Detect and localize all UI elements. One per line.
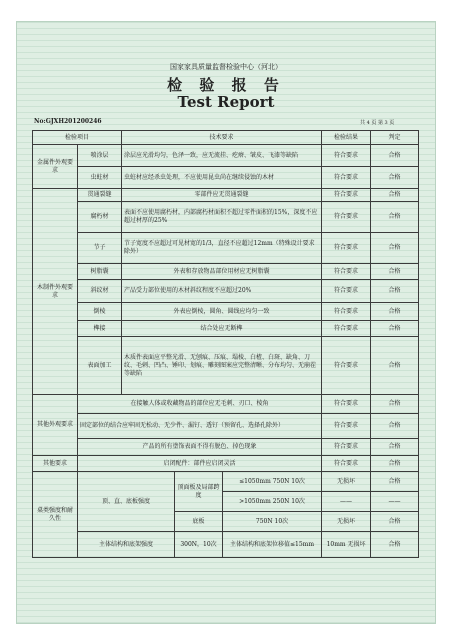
- sub-item: 斜纹材: [78, 280, 122, 303]
- requirement: 零部件应无贯通裂缝: [122, 189, 322, 202]
- verdict: 合格: [371, 264, 419, 280]
- sub-item: 顶、直、底板强度: [78, 472, 175, 532]
- result: ——: [322, 492, 371, 512]
- result: 无损坏: [322, 512, 371, 532]
- verdict: 合格: [371, 145, 419, 167]
- load-spec: 750N 10次: [223, 512, 322, 532]
- verdict: 合格: [371, 439, 419, 456]
- report-title-en: Test Report: [177, 93, 275, 111]
- header-verdict: 判定: [371, 131, 419, 145]
- table-row: [33, 202, 419, 233]
- verdict: 合格: [371, 532, 419, 558]
- requirement: 产品受力部位使用的木材斜纹程度不应超过20%: [122, 280, 322, 303]
- result: 符合要求: [322, 439, 371, 456]
- result: 符合要求: [322, 145, 371, 167]
- sub-item: 倒棱: [78, 303, 122, 321]
- requirement: 木质件表面应平整光滑、无刨痕、压痕、塌棱、白楂、白斑、缺角、刀纹、毛刺、凹凸、锤印、划痕、雕刻图案应完整清晰、分布均匀、无崩茬等缺陷: [122, 337, 322, 395]
- requirement: 涂层应光滑均匀，色泽一致，应无流挂、疙瘩、皱皮、飞漆等缺陷: [122, 145, 322, 167]
- table-header-row: [33, 131, 419, 145]
- test-item: 顶面板及局部跨度: [175, 472, 223, 512]
- requirement: 外表应倒棱，圆角、圆线应均匀一致: [122, 303, 322, 321]
- verdict: 合格: [371, 512, 419, 532]
- verdict: ——: [371, 492, 419, 512]
- load-spec: ≤1050mm 750N 10次: [223, 472, 322, 492]
- group-label: 木制件外观要求: [33, 189, 78, 395]
- result: 符合要求: [322, 395, 371, 414]
- verdict: 合格: [371, 321, 419, 337]
- table-row: [33, 472, 419, 492]
- requirement: 在接触人体或收藏物品的部位应无毛刺、刃口、棱角: [78, 395, 322, 414]
- verdict: 合格: [371, 189, 419, 202]
- inspection-table: [32, 130, 419, 558]
- requirement: 虫蛀材应经杀虫处理，不应使用昆虫尚在继续侵蚀的木材: [122, 167, 322, 189]
- sub-item: 榫接: [78, 321, 122, 337]
- table-row: [33, 395, 419, 414]
- report-number: No:GJXH201200246: [34, 118, 102, 125]
- table-row: [33, 167, 419, 189]
- table-row: [33, 233, 419, 264]
- table-row: [33, 414, 419, 439]
- verdict: 合格: [371, 233, 419, 264]
- group-label: 其他外观要求: [33, 395, 78, 456]
- verdict: 合格: [371, 456, 419, 472]
- verdict: 合格: [371, 337, 419, 395]
- result: 符合要求: [322, 167, 371, 189]
- sub-item: 树脂囊: [78, 264, 122, 280]
- header-result: 检验结果: [322, 131, 371, 145]
- table-row: [33, 280, 419, 303]
- sub-item: 贯通裂缝: [78, 189, 122, 202]
- sub-item: 腐朽材: [78, 202, 122, 233]
- requirement: 固定部位的结合应牢固无松动、无少件、漏钉、透钉（预留孔、选择孔除外）: [78, 414, 322, 439]
- result: 符合要求: [322, 189, 371, 202]
- test-item: 300N，10次: [175, 532, 223, 558]
- verdict: 合格: [371, 472, 419, 492]
- table-row: [33, 145, 419, 167]
- sub-item: 虫蛀材: [78, 167, 122, 189]
- requirement: 结合处应无断榫: [122, 321, 322, 337]
- group-label: 桌类强度和耐久性: [33, 472, 78, 558]
- requirement: 启闭配件：部件应启闭灵活: [78, 456, 322, 472]
- test-item: 底板: [175, 512, 223, 532]
- table-row: [33, 189, 419, 202]
- sub-item: 节子: [78, 233, 122, 264]
- verdict: 合格: [371, 280, 419, 303]
- result: 符合要求: [322, 280, 371, 303]
- verdict: 合格: [371, 303, 419, 321]
- sub-item: 主体结构和底架强度: [78, 532, 175, 558]
- group-label: 其他要求: [33, 456, 78, 472]
- verdict: 合格: [371, 395, 419, 414]
- requirement: 外表和存放物品部位用材应无树脂囊: [122, 264, 322, 280]
- table-row: [33, 439, 419, 456]
- group-label: 金属件外观要求: [33, 145, 78, 189]
- sub-item: 喷涂层: [78, 145, 122, 167]
- result: 无损坏: [322, 472, 371, 492]
- requirement: 产品的所有塗饰表面不得有脱色、掉色现象: [78, 439, 322, 456]
- load-spec: >1050mm 250N 10次: [223, 492, 322, 512]
- verdict: 合格: [371, 414, 419, 439]
- result: 符合要求: [322, 264, 371, 280]
- result: 符合要求: [322, 202, 371, 233]
- table-row: [33, 321, 419, 337]
- result: 符合要求: [322, 303, 371, 321]
- header-item: 检验项目: [33, 131, 122, 145]
- verdict: 合格: [371, 167, 419, 189]
- table-row: [33, 532, 419, 558]
- load-spec: 主体结构和底架位移值≤15mm: [223, 532, 322, 558]
- header-requirement: 技术要求: [122, 131, 322, 145]
- result: 10mm 无损坏: [322, 532, 371, 558]
- issuer-name: 国家家具质量监督检验中心（河北）: [170, 63, 282, 71]
- result: 符合要求: [322, 233, 371, 264]
- page-number: 共 4 页 第 3 页: [360, 120, 395, 126]
- result: 符合要求: [322, 321, 371, 337]
- table-row: [33, 456, 419, 472]
- requirement: 节子宽度不应超过可见材宽的1/3，直径不应超过12mm（特殊设计要求除外）: [122, 233, 322, 264]
- result: 符合要求: [322, 414, 371, 439]
- table-row: [33, 264, 419, 280]
- result: 符合要求: [322, 456, 371, 472]
- table-row: [33, 337, 419, 395]
- report-title-cn: 检 验 报 告: [167, 76, 285, 94]
- requirement: 表面不应使用腐朽材，内部腐朽材面积不超过零件面积的15%，深度不应超过材厚的25%: [122, 202, 322, 233]
- table-row: [33, 303, 419, 321]
- sub-item: 表面加工: [78, 337, 122, 395]
- verdict: 合格: [371, 202, 419, 233]
- result: 符合要求: [322, 337, 371, 395]
